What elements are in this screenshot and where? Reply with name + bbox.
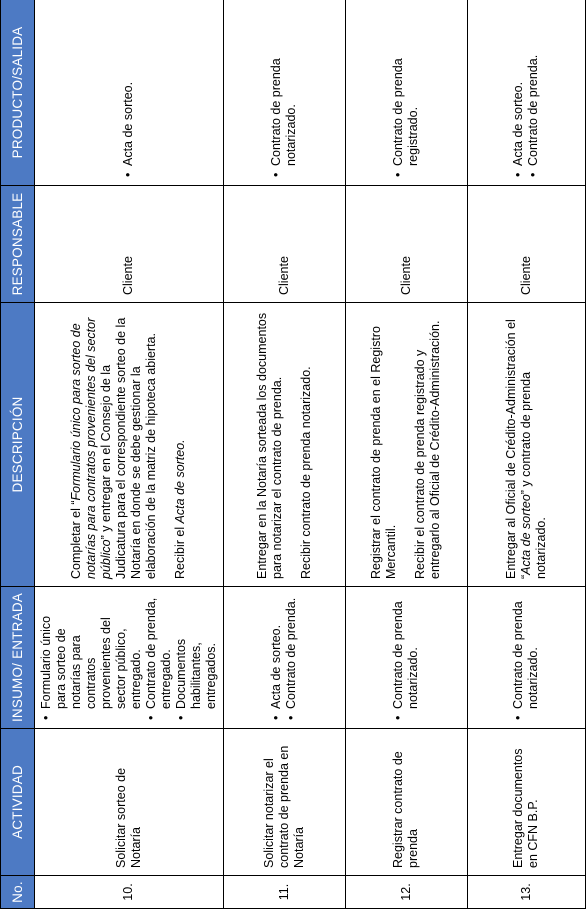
- row-number: 13.: [467, 876, 585, 909]
- list-item: • Contrato de prenda notarizado.: [391, 594, 421, 709]
- table-row: [345, 0, 467, 909]
- table-row: [223, 0, 345, 909]
- activity-cell: Solicitar sorteo de Notaría: [35, 729, 224, 876]
- description-text: Completar el “: [69, 500, 84, 579]
- output-list: [121, 7, 136, 178]
- output-list: [391, 7, 421, 178]
- list-item: • Contrato de prenda.: [526, 7, 541, 166]
- description-paragraph: Recibir el contrato de prenda registrado y entregarlo al Oficial de Crédito-Administración.: [413, 320, 443, 579]
- output-cell: [35, 0, 224, 186]
- list-item: • Acta de sorteo.: [121, 7, 136, 166]
- responsible-cell: Cliente: [345, 186, 467, 303]
- description-italic: Acta de sorteo: [518, 494, 533, 575]
- list-item: • Contrato de prenda.: [284, 594, 299, 709]
- responsible-cell: Cliente: [223, 186, 345, 303]
- description-italic: Acta de sorteo.: [173, 439, 188, 524]
- list-item: • Acta de sorteo.: [269, 594, 284, 709]
- input-cell: [345, 587, 467, 729]
- list-item: • Formulario único para sorteo de notarías para contratos provenientes del sector público, entregado.: [39, 594, 144, 709]
- row-number: 10.: [35, 876, 224, 909]
- header-row: [1, 0, 35, 909]
- list-item: • Acta de sorteo.: [511, 7, 526, 166]
- description-paragraph: Entregar en la Notaría sorteada los documentos para notarizar el contrato de prenda.: [254, 312, 284, 579]
- input-list: [511, 594, 541, 721]
- header-descripcion: DESCRIPCIÓN: [1, 303, 35, 587]
- description-paragraph: [504, 310, 549, 579]
- input-list: [269, 594, 299, 721]
- description-paragraph: Recibir contrato de prenda notarizado.: [298, 366, 313, 579]
- description-text: ” y entregar en el Consejo de la Judicatura para el correspondiente sorteo de la Notaría en donde se debe gestionar la elaboración de la matriz de hipoteca abierta.: [99, 317, 159, 579]
- output-cell: [467, 0, 585, 186]
- header-insumo: INSUMO/ ENTRADA: [1, 587, 35, 729]
- list-item: • Contrato de prenda notarizado.: [511, 594, 541, 709]
- description-cell: [467, 303, 585, 587]
- header-responsable: RESPONSABLE: [1, 186, 35, 303]
- list-item: • Contrato de prenda, entregado.: [144, 594, 174, 709]
- description-text: ” y contrato de prenda notarizado.: [518, 371, 548, 579]
- output-list: [269, 7, 299, 178]
- input-cell: [35, 587, 224, 729]
- description-italic: Formulario único para sorteo de notarías para contratos provenientes del sector público: [69, 317, 114, 579]
- responsible-cell: Cliente: [467, 186, 585, 303]
- table-row: [467, 0, 585, 909]
- activity-cell: Entregar documentos en CFN B.P.: [467, 729, 585, 876]
- output-cell: [223, 0, 345, 186]
- activity-cell: Solicitar notarizar el contrato de prenda en Notaría: [223, 729, 345, 876]
- description-paragraph: [69, 310, 159, 579]
- input-cell: [467, 587, 585, 729]
- description-cell: [35, 303, 224, 587]
- input-cell: [223, 587, 345, 729]
- output-list: [511, 7, 541, 178]
- list-item: • Contrato de prenda notarizado.: [269, 7, 299, 166]
- list-item: • Contrato de prenda registrado.: [391, 7, 421, 166]
- header-actividad: ACTIVIDAD: [1, 729, 35, 876]
- list-item: • Documentos habilitantes, entregados.: [174, 594, 219, 709]
- description-cell: [345, 303, 467, 587]
- header-no: No.: [1, 876, 35, 909]
- description-paragraph: [173, 310, 188, 579]
- header-producto: PRODUCTO/SALIDA: [1, 0, 35, 186]
- responsible-cell: Cliente: [35, 186, 224, 303]
- output-cell: [345, 0, 467, 186]
- input-list: [39, 594, 219, 721]
- description-text: Recibir el: [173, 523, 188, 579]
- input-list: [391, 594, 421, 721]
- row-number: 12.: [345, 876, 467, 909]
- description-cell: [223, 303, 345, 587]
- description-paragraph: Registrar el contrato de prenda en el Registro Mercantil.: [369, 326, 399, 579]
- activity-cell: Registrar contrato de prenda: [345, 729, 467, 876]
- table-row: [35, 0, 224, 909]
- row-number: 11.: [223, 876, 345, 909]
- description-text: Entregar al Oficial de Crédito-Administración el “: [503, 319, 533, 579]
